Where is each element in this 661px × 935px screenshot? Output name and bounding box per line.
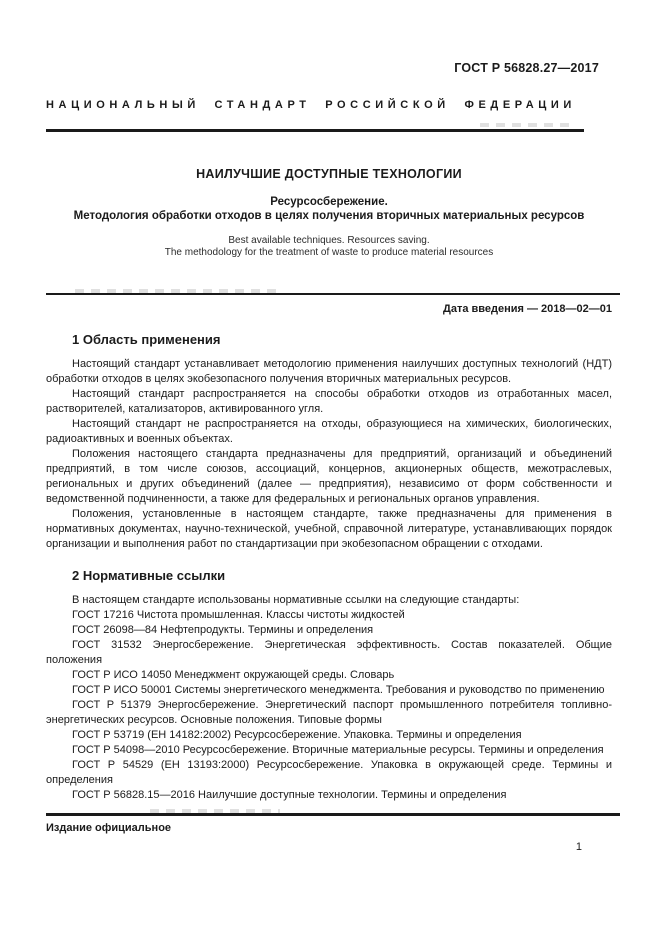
section-2-heading: 2 Нормативные ссылки — [72, 568, 226, 583]
reference-item: ГОСТ Р 54529 (ЕН 13193:2000) Ресурсосбережение. Упаковка в окружающей среде. Термины и определения — [46, 759, 612, 786]
document-body — [46, 331, 612, 803]
effective-date: Дата введения — 2018—02—01 — [443, 303, 612, 315]
document-title: НАИЛУЧШИЕ ДОСТУПНЫЕ ТЕХНОЛОГИИ — [196, 167, 462, 181]
intro-rule — [46, 293, 620, 295]
national-standard-header: НАЦИОНАЛЬНЫЙ СТАНДАРТ РОССИЙСКОЙ ФЕДЕРАЦИИ — [46, 99, 576, 111]
reference-item: ГОСТ 31532 Энергосбережение. Энергетическая эффективность. Состав показателей. Общие положения — [46, 639, 612, 666]
scan-artifact — [75, 289, 280, 293]
document-subtitle: Методология обработки отходов в целях получения вторичных материальных ресурсов — [73, 210, 585, 222]
section-1-heading: 1 Область применения — [72, 332, 221, 347]
paragraph: Настоящий стандарт не распространяется на отходы, образующиеся на химических, биологических, радиоактивных и военных объектах. — [46, 418, 612, 445]
document-title-en: Best available techniques. Resources saving. — [228, 235, 430, 246]
edition-note: Издание официальное — [46, 822, 172, 834]
header-rule — [46, 129, 584, 132]
scan-artifact — [150, 809, 280, 813]
reference-item: ГОСТ Р 53719 (ЕН 14182:2002) Ресурсосбережение. Упаковка. Термины и определения — [72, 729, 522, 741]
footer-rule — [46, 813, 620, 816]
paragraph: Настоящий стандарт распространяется на способы обработки отходов из отработанных масел, растворителей, катализаторов, активированного угля. — [46, 388, 612, 415]
reference-item: ГОСТ 26098—84 Нефтепродукты. Термины и определения — [72, 624, 374, 636]
reference-item: ГОСТ 17216 Чистота промышленная. Классы чистоты жидкостей — [72, 609, 405, 621]
paragraph: Положения, установленные в настоящем стандарте, также предназначены для применения в нормативных документах, научно-технической, учебной, справочной литературе, устанавливающих порядок организации и выполнения работ по стандартизации при экобезопасном обращении с отходами. — [46, 508, 612, 550]
paragraph: Положения настоящего стандарта предназначены для предприятий, организаций и объединений предприятий, в том числе союзов, ассоциаций, концернов, акционерных обществ, межотраслевых, региональных и других объединений (далее — предприятия), независимо от форм собственности и ведомственной подчиненности, а также для федеральных и региональных органов управления. — [46, 448, 612, 505]
paragraph: В настоящем стандарте использованы нормативные ссылки на следующие стандарты: — [72, 594, 520, 606]
paragraph: Настоящий стандарт устанавливает методологию применения наилучших доступных технологий (НДТ) обработки отходов в целях экобезопасного получения вторичных материальных ресурсов. — [46, 358, 612, 385]
standard-number: ГОСТ Р 56828.27—2017 — [454, 61, 599, 75]
reference-item: ГОСТ Р 51379 Энергосбережение. Энергетический паспорт промышленного потребителя топливно-энергетических ресурсов. Основные положения. Типовые формы — [46, 699, 612, 726]
document-subtitle: Ресурсосбережение. — [270, 196, 388, 208]
scan-artifact — [480, 123, 570, 127]
reference-item: ГОСТ Р 56828.15—2016 Наилучшие доступные технологии. Термины и определения — [72, 789, 507, 801]
page-number: 1 — [575, 841, 582, 853]
reference-item: ГОСТ Р ИСО 50001 Системы энергетического менеджмента. Требования и руководство по применению — [72, 684, 605, 696]
reference-item: ГОСТ Р ИСО 14050 Менеджмент окружающей среды. Словарь — [72, 669, 395, 681]
reference-item: ГОСТ Р 54098—2010 Ресурсосбережение. Вторичные материальные ресурсы. Термины и определения — [72, 744, 604, 756]
document-title-en: The methodology for the treatment of waste to produce material resources — [164, 247, 494, 258]
